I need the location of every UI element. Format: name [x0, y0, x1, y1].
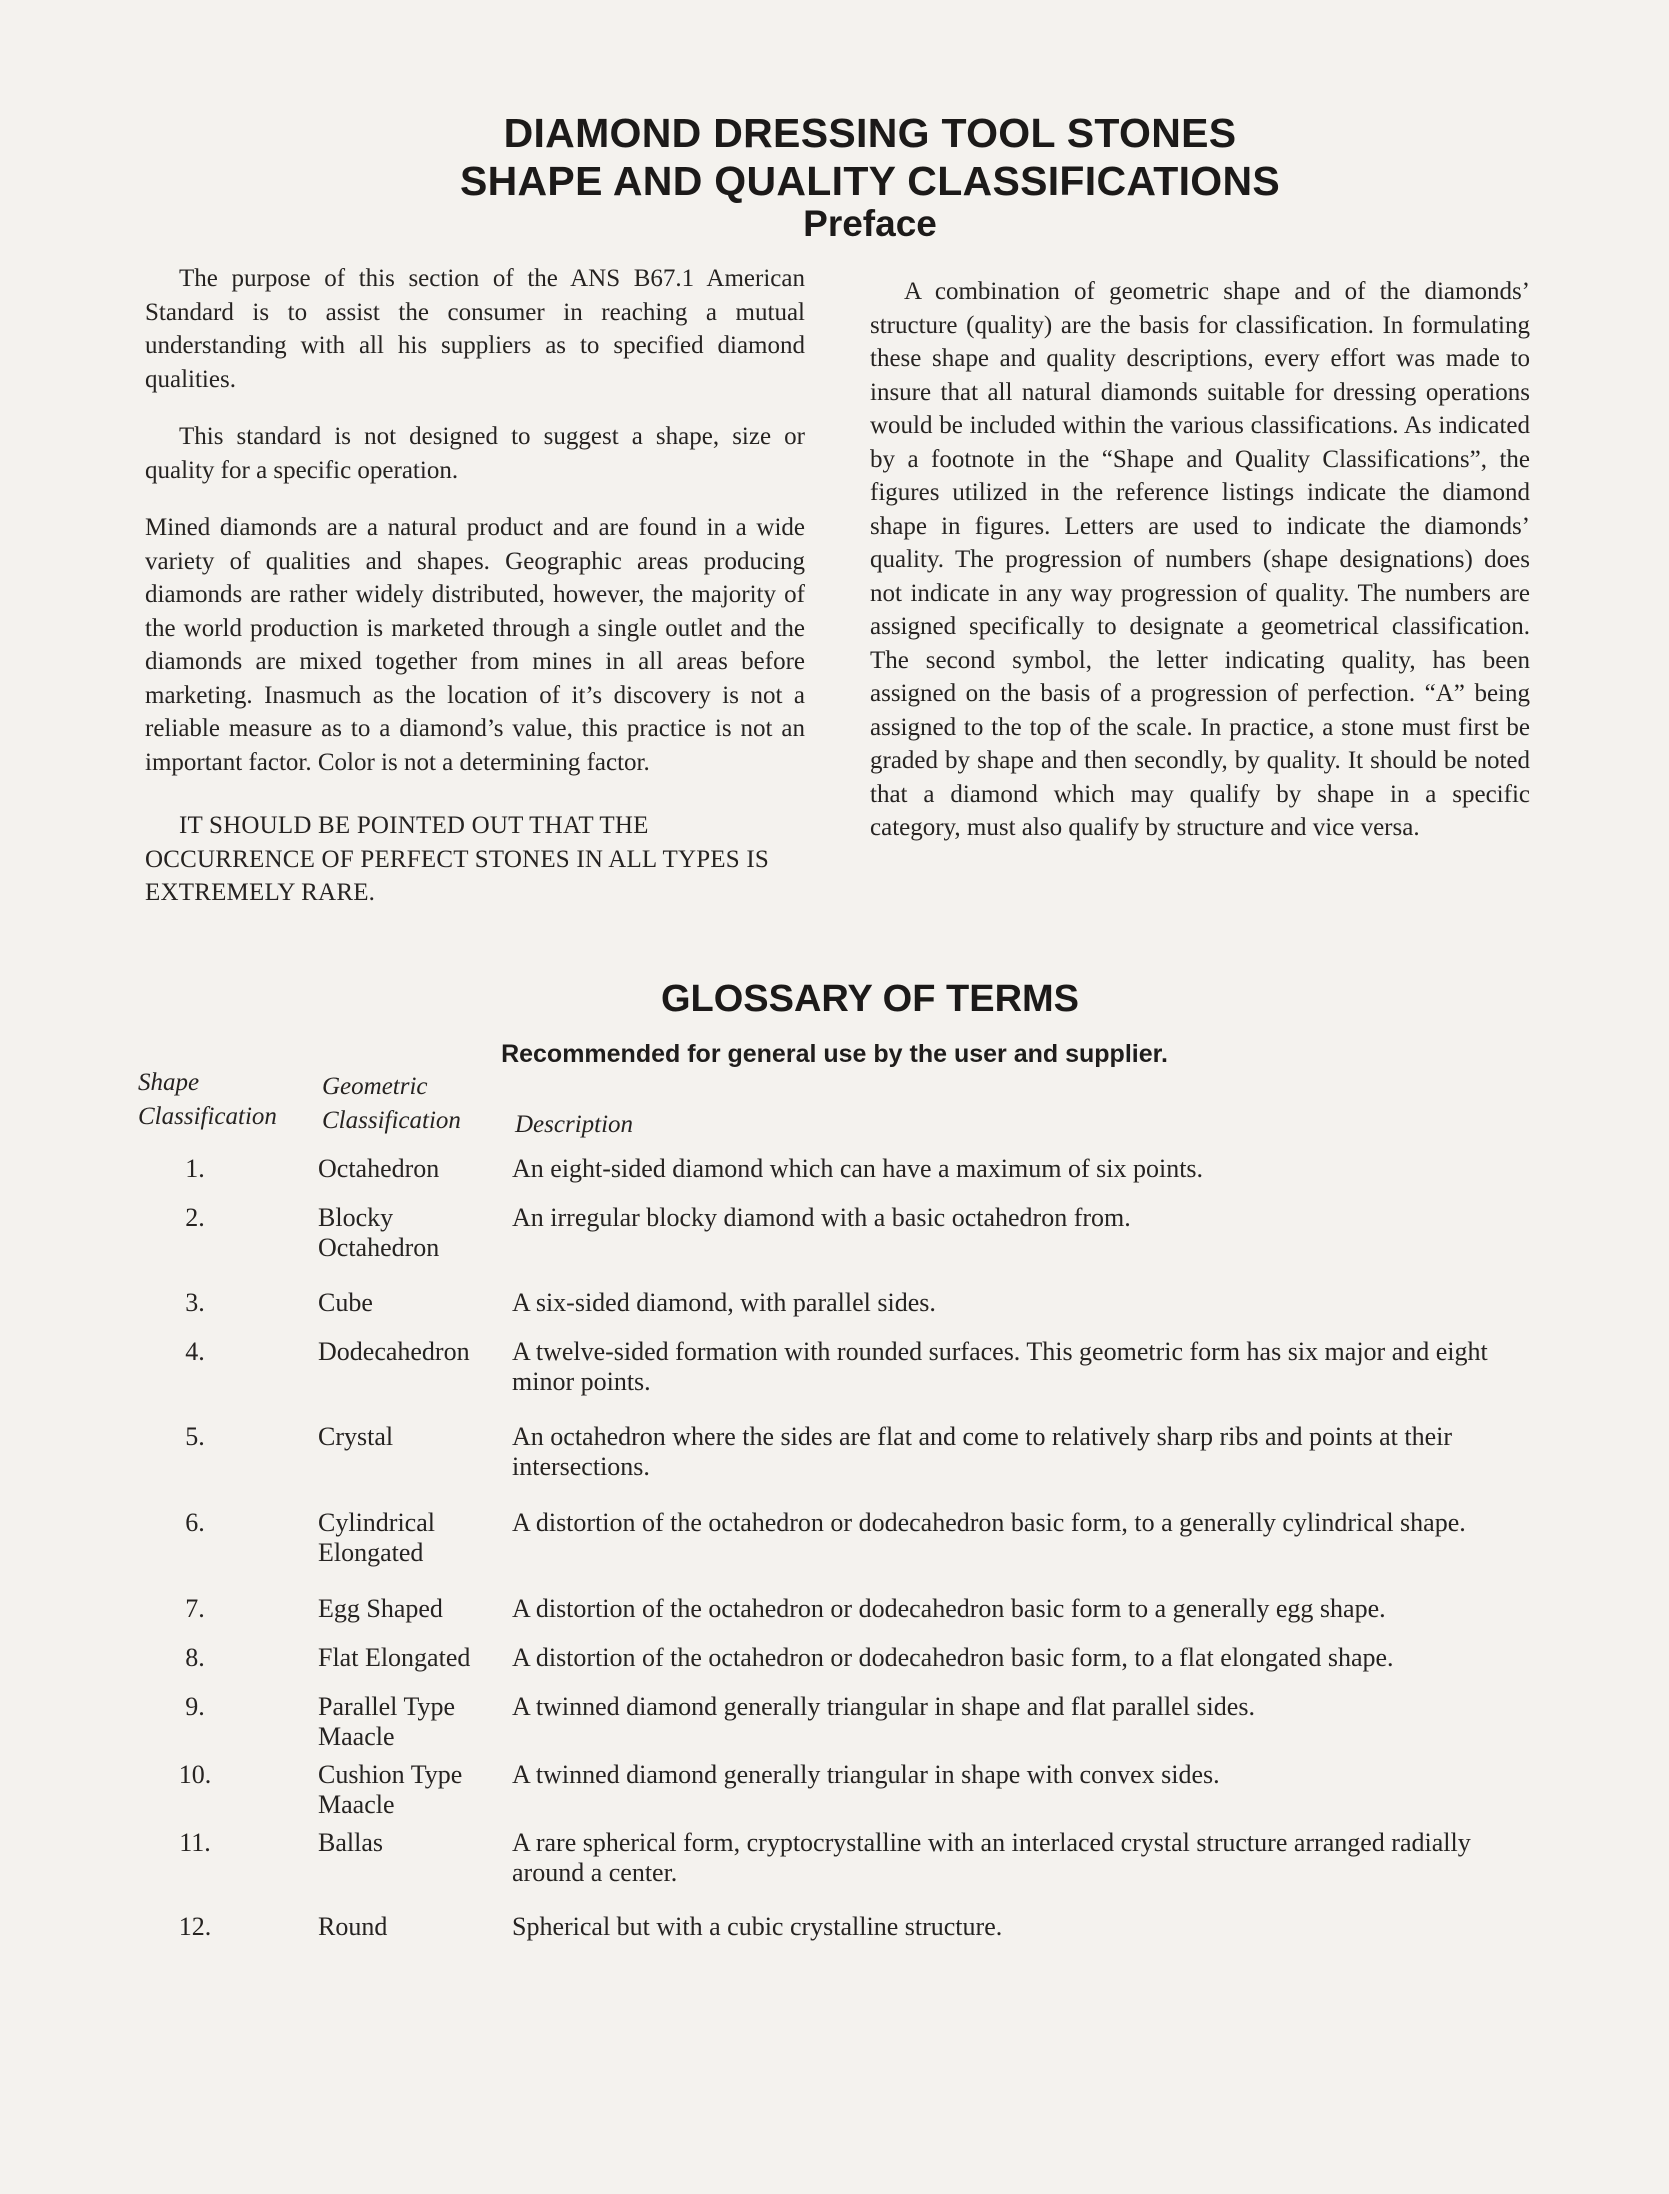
shape-number: 2. [185, 1203, 205, 1232]
shape-number: 7. [185, 1594, 205, 1623]
description: A distortion of the octahedron or dodecahedron basic form to a generally egg shape. [512, 1594, 1386, 1623]
geometric-classification: Octahedron [318, 1154, 440, 1183]
title-line-2: SHAPE AND QUALITY CLASSIFICATIONS [459, 158, 1281, 204]
preface-right-column [870, 275, 1530, 869]
preface-left-column [145, 262, 805, 934]
shape-number: 10. [178, 1760, 212, 1789]
description: An irregular blocky diamond with a basic octahedron from. [512, 1203, 1131, 1232]
shape-number: 5. [185, 1422, 205, 1451]
geometric-classification: Blocky Octahedron [318, 1203, 440, 1262]
header-description: Description [515, 1111, 634, 1138]
preface-heading: Preface [803, 203, 937, 244]
header-text: Classification [322, 1107, 461, 1134]
description: A twinned diamond generally triangular in shape and flat parallel sides. [512, 1692, 1255, 1721]
geometric-classification: Cushion Type Maacle [318, 1760, 463, 1819]
preface-paragraph: Mined diamonds are a natural product and are found in a wide variety of qualities and shapes. Geographic areas producing diamonds are rather widely distributed, however, the majority of the world production is marketed through a single outlet and the diamonds are mixed together from mines in all areas before marketing. Inasmuch as the location of it’s discovery is not a reliable measure as to a diamond’s value, this practice is not an important factor. Color is not a determining factor. [145, 514, 805, 776]
geometric-classification: Egg Shaped [318, 1594, 443, 1623]
description: Spherical but with a cubic crystalline structure. [512, 1912, 1003, 1941]
description: An eight-sided diamond which can have a maximum of six points. [512, 1154, 1204, 1183]
shape-number: 11. [179, 1828, 211, 1857]
header-text: Geometric [322, 1073, 428, 1100]
shape-number: 12. [178, 1912, 212, 1941]
glossary-title: GLOSSARY OF TERMS [660, 978, 1080, 1020]
description: A rare spherical form, cryptocrystalline with an interlaced crystal structure arranged radially around a center. [512, 1828, 1471, 1887]
geometric-classification: Parallel Type Maacle [318, 1692, 456, 1751]
header-text: Shape [138, 1069, 200, 1096]
header-geometric-classification [322, 1070, 461, 1138]
shape-number: 4. [185, 1337, 205, 1366]
shape-number: 3. [185, 1288, 205, 1317]
shape-number: 1. [185, 1154, 205, 1183]
geometric-classification: Dodecahedron [318, 1337, 470, 1366]
description: A twelve-sided formation with rounded surfaces. This geometric form has six major and eight minor points. [512, 1337, 1488, 1396]
geometric-classification: Round [318, 1912, 388, 1941]
preface-paragraph: The purpose of this section of the ANS B67.1 American Standard is to assist the consumer in reaching a mutual understanding with all his suppliers as to specified diamond qualities. [145, 265, 805, 393]
description: A distortion of the octahedron or dodecahedron basic form, to a flat elongated shape. [512, 1643, 1394, 1672]
description: A distortion of the octahedron or dodecahedron basic form, to a generally cylindrical shape. [512, 1508, 1466, 1537]
shape-number: 8. [185, 1643, 205, 1672]
preface-notice: IT SHOULD BE POINTED OUT THAT THE OCCURRENCE OF PERFECT STONES IN ALL TYPES IS EXTREMELY RARE. [145, 812, 769, 906]
geometric-classification: Cylindrical Elongated [318, 1508, 435, 1567]
title-line-1: DIAMOND DRESSING TOOL STONES [503, 110, 1237, 156]
geometric-classification: Ballas [318, 1828, 383, 1857]
description: A six-sided diamond, with parallel sides. [512, 1288, 936, 1317]
header-text: Classification [138, 1103, 277, 1130]
preface-paragraph: A combination of geometric shape and of the diamonds’ structure (quality) are the basis for classification. In formulating these shape and quality descriptions, every effort was made to insure that all natural diamonds suitable for dressing operations would be included within the various classifications. As indicated by a footnote in the “Shape and Quality Classifications”, the figures utilized in the reference listings indicate the diamond shape in figures. Letters are used to indicate the diamonds’ quality. The progression of numbers (shape designations) does not indicate in any way progression of quality. The numbers are assigned specifically to designate a geometrical classification. The second symbol, the letter indicating quality, has been assigned on the basis of a progression of perfection. “A” being assigned to the top of the scale. In practice, a stone must first be graded by shape and then secondly, by quality. It should be noted that a diamond which may qualify by shape in a specific category, must also qualify by structure and vice versa. [870, 278, 1530, 841]
geometric-classification: Cube [318, 1288, 373, 1317]
description: An octahedron where the sides are flat and come to relatively sharp ribs and points at their intersections. [512, 1422, 1453, 1481]
header-shape-classification [138, 1066, 277, 1134]
preface-paragraph: This standard is not designed to suggest a shape, size or quality for a specific operation. [145, 423, 805, 484]
geometric-classification: Crystal [318, 1422, 394, 1451]
geometric-classification: Flat Elongated [318, 1643, 471, 1672]
shape-number: 6. [185, 1508, 205, 1537]
shape-number: 9. [185, 1692, 205, 1721]
glossary-subtitle: Recommended for general use by the user and supplier. [501, 1040, 1168, 1068]
description: A twinned diamond generally triangular in shape with convex sides. [512, 1760, 1220, 1789]
